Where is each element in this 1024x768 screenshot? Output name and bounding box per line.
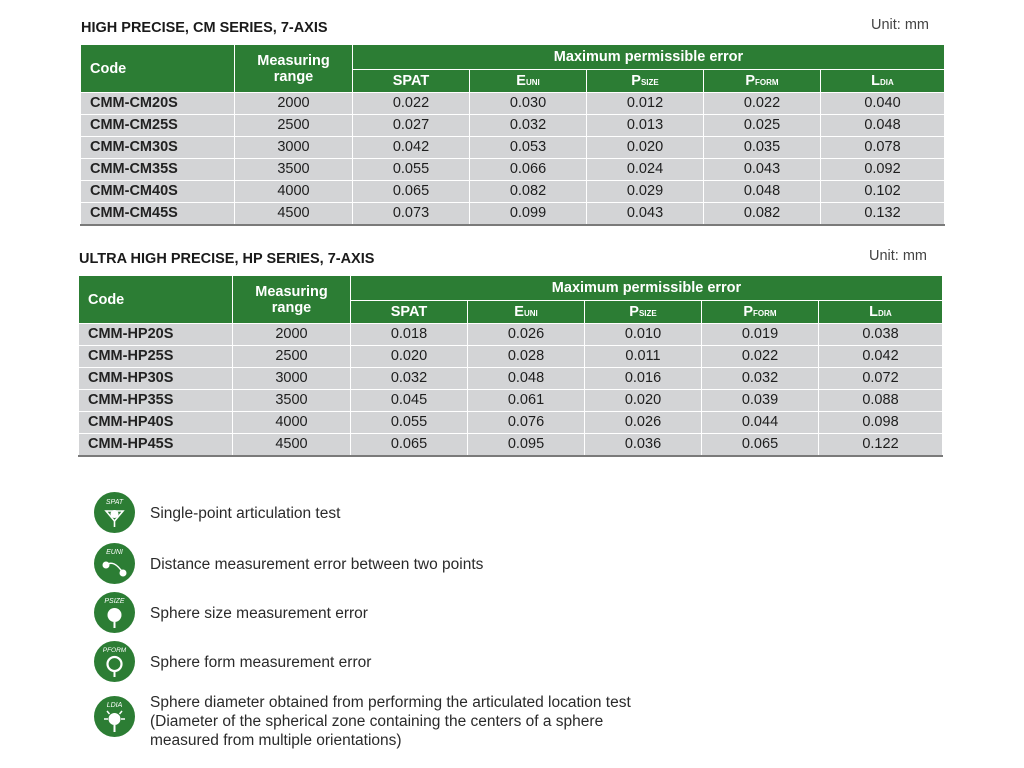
table2-title: ULTRA HIGH PRECISE, HP SERIES, 7-AXIS xyxy=(79,251,375,267)
max-permissible-error-header: Maximum permissible error xyxy=(353,45,945,70)
spat-cell: 0.065 xyxy=(351,434,468,457)
range-cell: 4500 xyxy=(233,434,351,457)
table-row xyxy=(81,93,945,115)
ldia-cell: 0.038 xyxy=(819,324,943,346)
code-cell: CMM-CM25S xyxy=(81,115,235,137)
spat-icon xyxy=(94,492,135,533)
ldia-header: LDIA xyxy=(821,70,945,93)
psize-cell: 0.011 xyxy=(585,346,702,368)
psize-icon xyxy=(94,592,135,633)
psize-cell: 0.043 xyxy=(587,203,704,226)
spat-cell: 0.055 xyxy=(351,412,468,434)
range-cell: 4500 xyxy=(235,203,353,226)
euni-cell: 0.032 xyxy=(470,115,587,137)
cm-series-table xyxy=(80,44,945,226)
spat-cell: 0.065 xyxy=(353,181,470,203)
spat-cell: 0.055 xyxy=(353,159,470,181)
psize-cell: 0.020 xyxy=(585,390,702,412)
ldia-cell: 0.072 xyxy=(819,368,943,390)
legend-euni xyxy=(94,543,483,584)
pform-cell: 0.082 xyxy=(704,203,821,226)
code-cell: CMM-CM45S xyxy=(81,203,235,226)
code-cell: CMM-CM30S xyxy=(81,137,235,159)
spat-cell: 0.027 xyxy=(353,115,470,137)
psize-cell: 0.020 xyxy=(587,137,704,159)
psize-header: PSIZE xyxy=(585,301,702,324)
svg-text:LDIA: LDIA xyxy=(106,702,123,709)
ldia-cell: 0.078 xyxy=(821,137,945,159)
euni-cell: 0.030 xyxy=(470,93,587,115)
ldia-cell: 0.102 xyxy=(821,181,945,203)
euni-cell: 0.099 xyxy=(470,203,587,226)
psize-cell: 0.016 xyxy=(585,368,702,390)
spat-cell: 0.022 xyxy=(353,93,470,115)
legend-ldia xyxy=(94,696,631,750)
pform-cell: 0.022 xyxy=(704,93,821,115)
pform-cell: 0.019 xyxy=(702,324,819,346)
svg-text:PFORM: PFORM xyxy=(102,647,127,654)
euni-header: EUNI xyxy=(468,301,585,324)
pform-cell: 0.043 xyxy=(704,159,821,181)
code-header: Code xyxy=(81,45,235,93)
legend-text: Distance measurement error between two points xyxy=(150,556,484,573)
measuring-range-header: Measuring range xyxy=(235,45,353,93)
range-cell: 2000 xyxy=(233,324,351,346)
table-row xyxy=(81,115,945,137)
range-cell: 2500 xyxy=(233,346,351,368)
hp-series-table xyxy=(78,275,943,457)
code-cell: CMM-HP30S xyxy=(79,368,233,390)
psize-cell: 0.024 xyxy=(587,159,704,181)
table-row xyxy=(79,324,943,346)
legend-psize xyxy=(94,592,368,633)
pform-cell: 0.035 xyxy=(704,137,821,159)
pform-cell: 0.022 xyxy=(702,346,819,368)
euni-cell: 0.095 xyxy=(468,434,585,457)
pform-cell: 0.044 xyxy=(702,412,819,434)
euni-cell: 0.053 xyxy=(470,137,587,159)
ldia-cell: 0.042 xyxy=(819,346,943,368)
euni-header: EUNI xyxy=(470,70,587,93)
table2-unit: Unit: mm xyxy=(869,248,927,264)
legend-text: Sphere diameter obtained from performing the articulated location test (Diameter of the spherical zone containing the centers of a sphere measured from multiple orientations) xyxy=(150,694,631,749)
code-cell: CMM-HP40S xyxy=(79,412,233,434)
ldia-cell: 0.092 xyxy=(821,159,945,181)
pform-header: PFORM xyxy=(704,70,821,93)
ldia-cell: 0.048 xyxy=(821,115,945,137)
psize-cell: 0.012 xyxy=(587,93,704,115)
ldia-cell: 0.132 xyxy=(821,203,945,226)
code-cell: CMM-HP20S xyxy=(79,324,233,346)
range-cell: 3000 xyxy=(233,368,351,390)
table-row xyxy=(79,390,943,412)
table-row xyxy=(79,412,943,434)
legend-spat xyxy=(94,492,340,533)
psize-cell: 0.013 xyxy=(587,115,704,137)
ldia-cell: 0.122 xyxy=(819,434,943,457)
psize-cell: 0.029 xyxy=(587,181,704,203)
spat-cell: 0.042 xyxy=(353,137,470,159)
euni-icon xyxy=(94,543,135,584)
table-row xyxy=(79,368,943,390)
table-row xyxy=(81,181,945,203)
legend-text: Single-point articulation test xyxy=(150,505,341,522)
code-cell: CMM-HP25S xyxy=(79,346,233,368)
spat-header: SPAT xyxy=(353,70,470,93)
range-cell: 4000 xyxy=(233,412,351,434)
table-row xyxy=(81,203,945,226)
ldia-cell: 0.088 xyxy=(819,390,943,412)
legend-pform xyxy=(94,641,371,682)
psize-header: PSIZE xyxy=(587,70,704,93)
range-cell: 3500 xyxy=(233,390,351,412)
spat-cell: 0.073 xyxy=(353,203,470,226)
table1-title: HIGH PRECISE, CM SERIES, 7-AXIS xyxy=(81,20,328,36)
code-cell: CMM-CM35S xyxy=(81,159,235,181)
table-row xyxy=(81,159,945,181)
range-cell: 2000 xyxy=(235,93,353,115)
pform-cell: 0.048 xyxy=(704,181,821,203)
table-row xyxy=(81,137,945,159)
code-header: Code xyxy=(79,276,233,324)
range-cell: 2500 xyxy=(235,115,353,137)
pform-cell: 0.065 xyxy=(702,434,819,457)
psize-cell: 0.010 xyxy=(585,324,702,346)
euni-cell: 0.048 xyxy=(468,368,585,390)
legend-text: Sphere form measurement error xyxy=(150,654,372,671)
spat-cell: 0.018 xyxy=(351,324,468,346)
svg-text:PSIZE: PSIZE xyxy=(104,598,125,605)
range-cell: 4000 xyxy=(235,181,353,203)
code-cell: CMM-HP45S xyxy=(79,434,233,457)
code-cell: CMM-CM20S xyxy=(81,93,235,115)
euni-cell: 0.061 xyxy=(468,390,585,412)
pform-cell: 0.025 xyxy=(704,115,821,137)
svg-text:EUNI: EUNI xyxy=(106,549,123,556)
spat-header: SPAT xyxy=(351,301,468,324)
psize-cell: 0.026 xyxy=(585,412,702,434)
euni-cell: 0.076 xyxy=(468,412,585,434)
euni-cell: 0.066 xyxy=(470,159,587,181)
pform-cell: 0.032 xyxy=(702,368,819,390)
ldia-icon xyxy=(94,696,135,737)
svg-text:SPAT: SPAT xyxy=(105,499,124,506)
table-row xyxy=(79,434,943,457)
table1-unit: Unit: mm xyxy=(871,17,929,33)
range-cell: 3500 xyxy=(235,159,353,181)
range-cell: 3000 xyxy=(235,137,353,159)
pform-cell: 0.039 xyxy=(702,390,819,412)
ldia-cell: 0.040 xyxy=(821,93,945,115)
euni-cell: 0.082 xyxy=(470,181,587,203)
spat-cell: 0.020 xyxy=(351,346,468,368)
code-cell: CMM-HP35S xyxy=(79,390,233,412)
spat-cell: 0.032 xyxy=(351,368,468,390)
pform-icon xyxy=(94,641,135,682)
legend-text: Sphere size measurement error xyxy=(150,605,368,622)
euni-cell: 0.026 xyxy=(468,324,585,346)
euni-cell: 0.028 xyxy=(468,346,585,368)
max-permissible-error-header: Maximum permissible error xyxy=(351,276,943,301)
measuring-range-header: Measuring range xyxy=(233,276,351,324)
psize-cell: 0.036 xyxy=(585,434,702,457)
ldia-header: LDIA xyxy=(819,301,943,324)
table-row xyxy=(79,346,943,368)
pform-header: PFORM xyxy=(702,301,819,324)
spat-cell: 0.045 xyxy=(351,390,468,412)
code-cell: CMM-CM40S xyxy=(81,181,235,203)
ldia-cell: 0.098 xyxy=(819,412,943,434)
